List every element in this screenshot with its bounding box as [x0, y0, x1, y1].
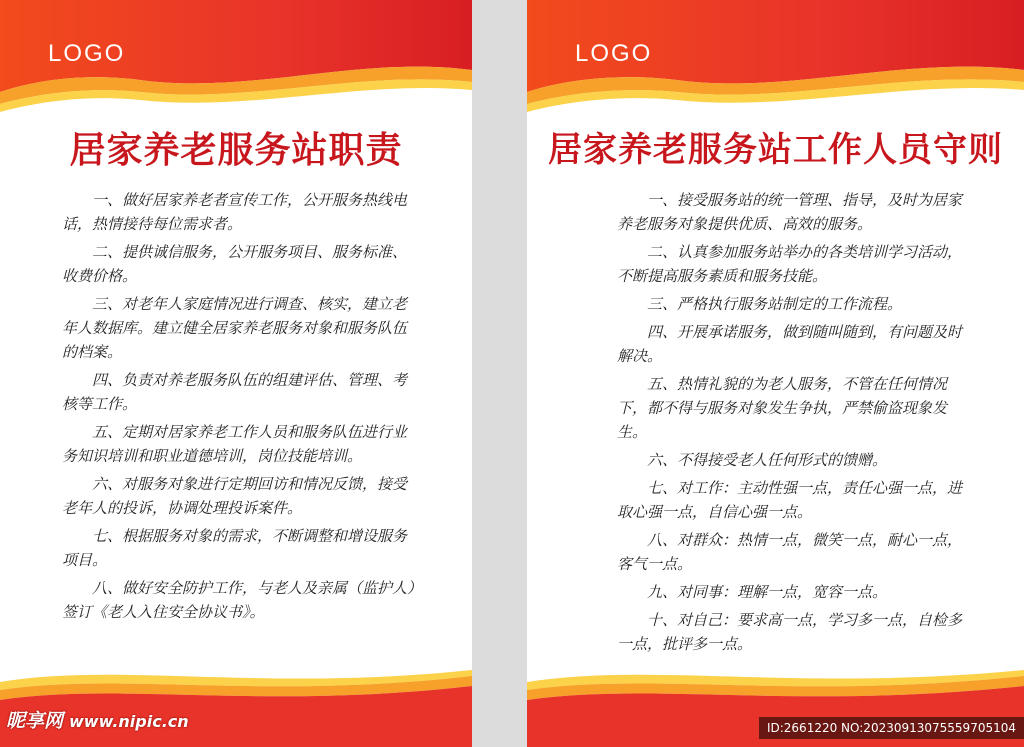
list-item: 三、严格执行服务站制定的工作流程。	[647, 295, 903, 313]
logo-text: LOGO	[575, 40, 653, 67]
logo-text: LOGO	[48, 40, 126, 67]
list-item: 八、对群众：热情一点，微笑一点，耐心一点，客气一点。	[617, 531, 963, 573]
list-item: 二、提供诚信服务，公开服务项目、服务标准、收费价格。	[62, 243, 408, 285]
list-item: 六、不得接受老人任何形式的馈赠。	[647, 451, 888, 469]
list-item: 六、对服务对象进行定期回访和情况反馈，接受老年人的投诉，协调处理投诉案件。	[62, 475, 408, 517]
watermark-site: www.nipic.cn	[69, 712, 189, 731]
page-title: 居家养老服务站工作人员守则	[548, 130, 1003, 170]
list-item: 八、做好安全防护工作，与老人及亲属（监护人）签订《老人入住安全协议书》。	[62, 579, 415, 621]
watermark-id: ID:2661220 NO:20230913075559705104	[759, 717, 1024, 739]
poster-duties	[0, 0, 472, 747]
list-item: 十、对自己：要求高一点，学习多一点，自检多一点，批评多一点。	[617, 611, 963, 653]
watermark-brand	[6, 706, 189, 733]
list-item: 七、根据服务对象的需求，不断调整和增设服务项目。	[62, 527, 408, 569]
watermark-brand-name: 昵享网	[6, 710, 64, 732]
poster-staff-rules	[527, 0, 1024, 747]
list-item: 九、对同事：理解一点，宽容一点。	[647, 583, 888, 601]
bottom-wave-banner	[0, 662, 472, 747]
list-item: 一、做好居家养老者宣传工作，公开服务热线电话，热情接待每位需求者。	[62, 191, 408, 233]
list-item: 五、定期对居家养老工作人员和服务队伍进行业务知识培训和职业道德培训，岗位技能培训。	[62, 423, 408, 465]
list-item: 一、接受服务站的统一管理、指导，及时为居家养老服务对象提供优质、高效的服务。	[617, 191, 963, 233]
rules-list	[617, 188, 972, 660]
list-item: 四、负责对养老服务队伍的组建评估、管理、考核等工作。	[62, 371, 408, 413]
list-item: 二、认真参加服务站举办的各类培训学习活动，不断提高服务素质和服务技能。	[617, 243, 963, 285]
list-item: 七、对工作：主动性强一点，责任心强一点，进取心强一点，自信心强一点。	[617, 479, 963, 521]
list-item: 三、对老年人家庭情况进行调查、核实，建立老年人数据库。建立健全居家养老服务对象和服务队伍的档案。	[62, 295, 408, 361]
duties-list	[62, 188, 418, 628]
page-title: 居家养老服务站职责	[69, 129, 403, 171]
list-item: 五、热情礼貌的为老人服务，不管在任何情况下，都不得与服务对象发生争执，严禁偷盗现象发生。	[617, 375, 948, 441]
list-item: 四、开展承诺服务，做到随叫随到，有问题及时解决。	[617, 323, 963, 365]
